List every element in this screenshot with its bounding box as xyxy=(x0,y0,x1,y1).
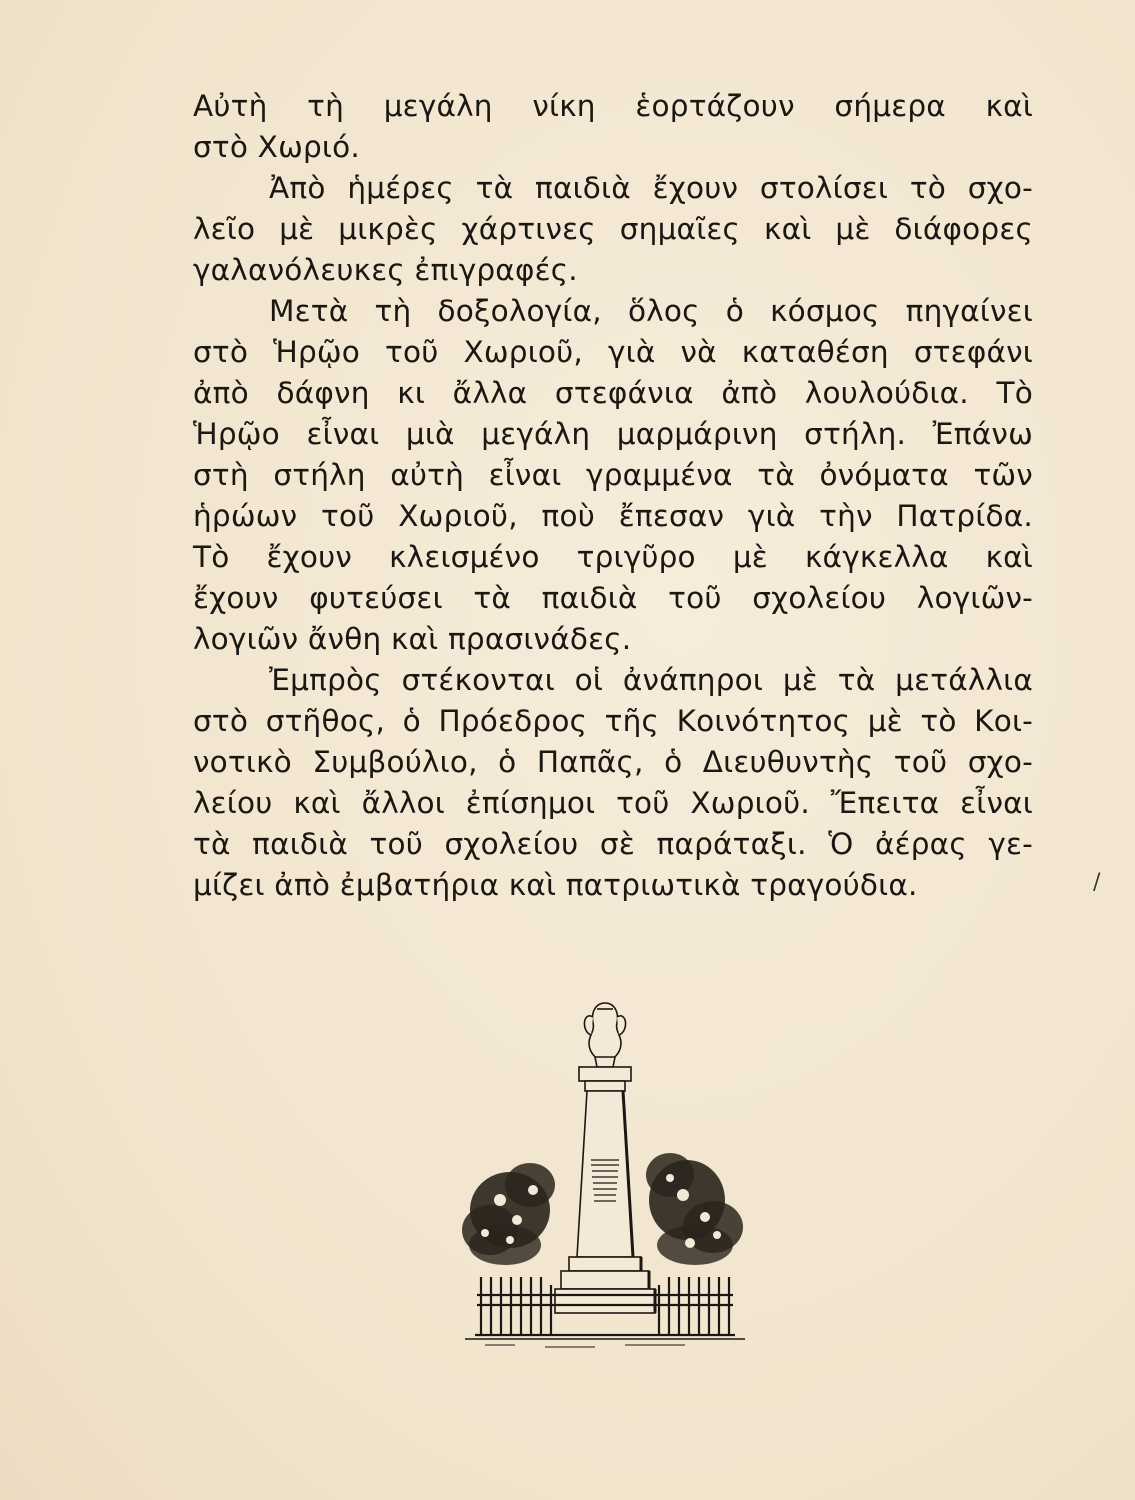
text-line: νοτικὸ Συμβούλιο, ὁ Παπᾶς, ὁ Διευθυντὴς τοῦ σχο- xyxy=(193,745,1033,779)
text-line: Ἀπὸ ἡμέρες τὰ παιδιὰ ἔχουν στολίσει τὸ σχο- xyxy=(269,171,1033,205)
tree-right xyxy=(646,1153,743,1265)
text-line: στὴ στήλη αὐτὴ εἶναι γραμμένα τὰ ὀνόματα τῶν xyxy=(193,458,1033,492)
text-line: τὰ παιδιὰ τοῦ σχολείου σὲ παράταξι. Ὁ ἀέρας γε- xyxy=(193,827,1033,861)
body-text xyxy=(193,86,1033,906)
text-line: Ἡρῷο εἶναι μιὰ μεγάλη μαρμάρινη στήλη. Ἐπάνω xyxy=(193,417,1033,451)
text-line: Τὸ ἔχουν κλεισμένο τριγῦρο μὲ κάγκελλα καὶ xyxy=(193,540,1033,574)
text-line: Μετὰ τὴ δοξολογία, ὅλος ὁ κόσμος πηγαίνει xyxy=(269,294,1033,328)
monument-illustration xyxy=(455,995,755,1355)
amphora xyxy=(584,1003,625,1067)
text-line: λεῖο μὲ μικρὲς χάρτινες σημαῖες καὶ μὲ διάφορες xyxy=(193,212,1033,246)
margin-mark: / xyxy=(1093,870,1101,895)
text-line: γαλανόλευκες ἐπιγραφές. xyxy=(193,253,578,287)
text-line: λείου καὶ ἄλλοι ἐπίσημοι τοῦ Χωριοῦ. Ἔπειτα εἶναι xyxy=(193,786,1033,820)
text-line: ἀπὸ δάφνη κι ἄλλα στεφάνια ἀπὸ λουλούδια. Τὸ xyxy=(193,376,1033,410)
text-line: στὸ Χωριό. xyxy=(193,130,360,164)
tree-left xyxy=(462,1163,555,1265)
text-line: στὸ Ἡρῷο τοῦ Χωριοῦ, γιὰ νὰ καταθέση στεφάνι xyxy=(193,335,1033,369)
text-line: Αὐτὴ τὴ μεγάλη νίκη ἑορτάζουν σήμερα καὶ xyxy=(193,89,1033,123)
text-line: Ἐμπρὸς στέκονται οἱ ἀνάπηροι μὲ τὰ μετάλλια xyxy=(269,663,1033,697)
text-line: ἔχουν φυτεύσει τὰ παιδιὰ τοῦ σχολείου λογιῶν- xyxy=(193,581,1033,615)
text-line: ἡρώων τοῦ Χωριοῦ, ποὺ ἔπεσαν γιὰ τὴν Πατρίδα. xyxy=(193,499,1033,533)
text-line: μίζει ἀπὸ ἐμβατήρια καὶ πατριωτικὰ τραγούδια. xyxy=(193,868,918,902)
text-line: στὸ στῆθος, ὁ Πρόεδρος τῆς Κοινότητος μὲ τὸ Κοι- xyxy=(193,704,1033,738)
text-line: λογιῶν ἄνθη καὶ πρασινάδες. xyxy=(193,622,632,656)
